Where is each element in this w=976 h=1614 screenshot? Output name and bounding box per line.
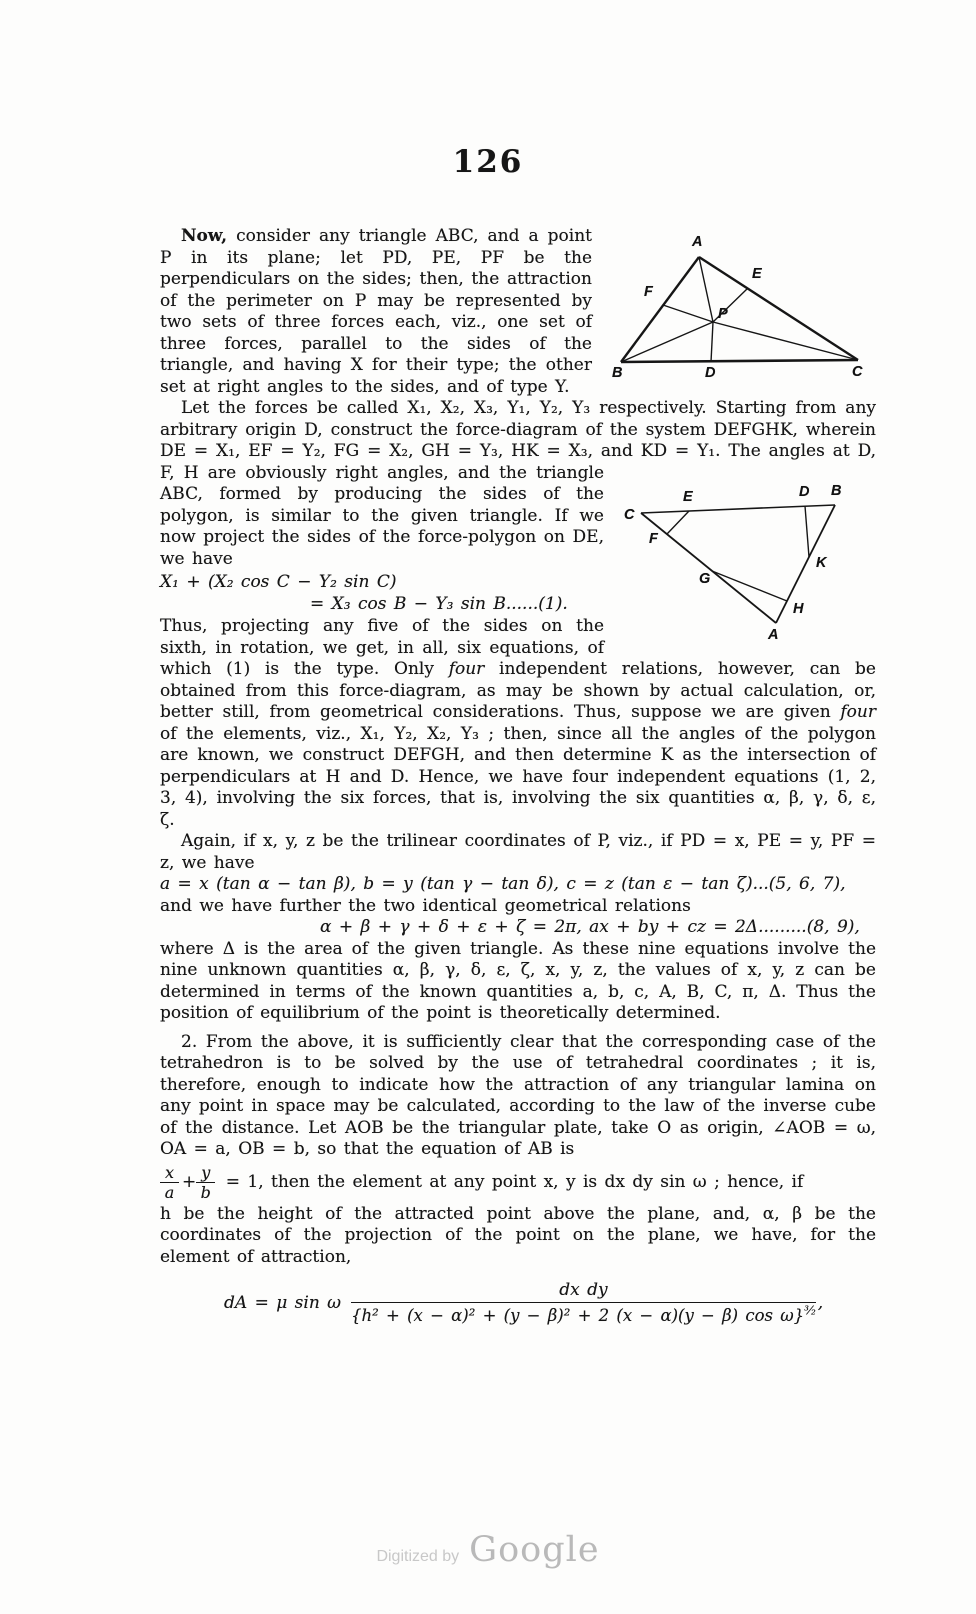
paragraph-projection-text-3: of the elements, viz., X₁, Y₂, X₂, Y₃ ; then, since all the angles of the polygon are known, we construct DEFGH, and then determine K as the intersection of perpendiculars at H and D. Hence, we have four independent equations (1, 2, 3, 4), involving the six forces, that is, involving the six quantities α, β, γ, δ, ε, ζ.	[160, 723, 876, 830]
paragraph-height: h be the height of the attracted point above the plane, and, α, β be the coordinates of the projection of the point on the plane, we have, for the element of attraction,	[160, 1203, 876, 1267]
equation-line-ab	[160, 1164, 876, 1201]
fig2-label-b: B	[831, 482, 842, 499]
fraction-y-den: b	[200, 1182, 211, 1202]
equation-1-line2: = X₃ cos B − Y₃ sin B......(1).	[310, 593, 568, 614]
fig2-label-a: A	[768, 626, 779, 641]
fig2-label-d: D	[799, 483, 810, 500]
paragraph-intro-lead: Now,	[181, 226, 228, 246]
paragraph-trilinear: Again, if x, y, z be the trilinear coordinates of P, viz., if PD = x, PE = y, PF = z, we have	[160, 831, 876, 873]
equation-attraction-lhs: dA = μ sin ω	[224, 1292, 342, 1313]
equation-1-line1: X₁ + (X₂ cos C − Y₂ sin C)	[160, 572, 397, 592]
equation-attraction	[224, 1280, 876, 1327]
equation-attraction-fraction	[351, 1280, 816, 1327]
page-number: 126	[452, 144, 524, 180]
paragraph-intro-text: consider any triangle ABC, and a point P in its plane; let PD, PE, PF be the perpendiculars on the sides; then, the attraction of the perimeter on P may be represented by two sets of three forces each, viz., one set of three forces, parallel to the sides of the triangle, and having X for their type; the other set at right angles to the sides, and of type Y.	[160, 226, 592, 397]
fig2-label-k: K	[816, 554, 827, 571]
fig1-label-a: A	[692, 234, 703, 250]
fig1-label-p: P	[718, 306, 728, 322]
paragraph-forces-text-a: Let the forces be called X₁, X₂, X₃, Y₁, Y₂, Y₃ respectively. Starting from any arbitrary origin D, construct the force-diagram of the system DEFGHK, wherein DE = X₁, EF = Y₂, FG = X₂, GH = Y₃, HK = X₃, and KD = Y₁. The angles at D, F, H are obviously right angles, and	[160, 398, 876, 483]
fig1-label-b: B	[612, 365, 623, 378]
equation-attraction-numerator: dx dy	[351, 1280, 816, 1303]
equation-attraction-denominator	[351, 1303, 816, 1327]
fig1-line-pf	[663, 305, 713, 322]
page-content	[160, 226, 876, 1327]
fig1-line-pd	[711, 322, 713, 362]
paragraph-relations-intro: and we have further the two identical geometrical relations	[160, 895, 691, 916]
fig2-label-h: H	[793, 600, 804, 617]
fig1-label-d: D	[705, 365, 716, 378]
fig1-line-ap	[699, 257, 713, 322]
watermark-prefix: Digitized by	[376, 1548, 460, 1565]
paragraph-section-2: 2. From the above, it is sufficiently clear that the corresponding case of the tetrahedron is to be solved by the use of tetrahedral coordinates ; it is, therefore, enough to indicate how the attraction of any triangular lamina on any point in space may be calculated, according to the law of the inverse cube of the distance. Let AOB be the triangular plate, take O as origin, ∠AOB = ω, OA = a, OB = b, so that the equation of AB is	[160, 1031, 876, 1159]
paragraph-projection-text-2: independent relations, however, can be obtained from this force-diagram, as may be shown by actual calculation, or, better still, from geometrical considerations. Thus, suppose we are given	[160, 659, 876, 722]
fig2-line-ef	[667, 511, 689, 534]
google-logo: Google	[469, 1530, 600, 1570]
fig2-line-ca	[641, 513, 776, 623]
figure-triangle-abc	[606, 220, 876, 378]
fig2-label-g: G	[699, 570, 711, 587]
fig2-label-c: C	[624, 506, 635, 523]
paragraph-projection-italic-1: four	[448, 659, 485, 679]
fig1-label-c: C	[852, 364, 863, 378]
equation-attraction-exponent: ³⁄₂	[804, 1303, 816, 1318]
paragraph-projection-italic-2: four	[840, 702, 876, 722]
fraction-plus-sign: +	[182, 1171, 197, 1192]
fig2-label-f: F	[649, 530, 658, 547]
fraction-x-num: x	[160, 1164, 179, 1183]
equation-attraction-denominator-body: {h² + (x − α)² + (y − β)² + 2 (x − α)(y − β) cos ω}	[351, 1306, 805, 1325]
fraction-x-over-a	[160, 1164, 179, 1201]
fig1-side-bc	[621, 360, 858, 362]
fig1-label-f: F	[644, 284, 653, 300]
paragraph-intro	[160, 226, 876, 398]
fig1-label-e: E	[752, 266, 762, 282]
figure-force-polygon	[616, 465, 876, 641]
fig2-line-dk	[805, 506, 809, 557]
watermark	[0, 1530, 976, 1570]
fraction-x-den: a	[164, 1182, 175, 1202]
fraction-y-over-b	[196, 1164, 215, 1201]
fig2-line-gh	[712, 571, 787, 601]
paragraph-projection	[160, 616, 876, 831]
paragraph-forces-text-b: the triangle ABC, formed by producing the sides of the polygon, is similar to the given triangle. If we now project the sides of the force-polygon on DE, we have	[160, 462, 605, 569]
equation-attraction-tail: ,	[817, 1292, 824, 1313]
fig2-label-e: E	[683, 488, 693, 505]
equation-5-6-7: a = x (tan α − tan β), b = y (tan γ − tan δ), c = z (tan ε − tan ζ)...(5, 6, 7),	[160, 874, 846, 894]
fig1-line-pc	[713, 322, 858, 360]
paragraph-projection-text-1: Thus, projecting any five of the sides on the sixth, in rotation, we get, in all, six equations, of which (1) is the type. Only	[160, 616, 604, 679]
equation-line-ab-text: = 1, then the element at any point x, y is dx dy sin ω ; hence, if	[218, 1171, 804, 1192]
paragraph-area: where Δ is the area of the given triangle. As these nine equations involve the nine unknown quantities α, β, γ, δ, ε, ζ, x, y, z, the values of x, y, z can be determined in terms of the known quantities a, b, c, A, B, C, π, Δ. Thus the position of equilibrium of the point is theoretically determined.	[160, 938, 876, 1023]
fraction-y-num: y	[196, 1164, 215, 1183]
fig1-side-ab	[621, 257, 699, 362]
equation-8-9: α + β + γ + δ + ε + ζ = 2π, ax + by + cz = 2Δ.........(8, 9),	[320, 917, 860, 937]
